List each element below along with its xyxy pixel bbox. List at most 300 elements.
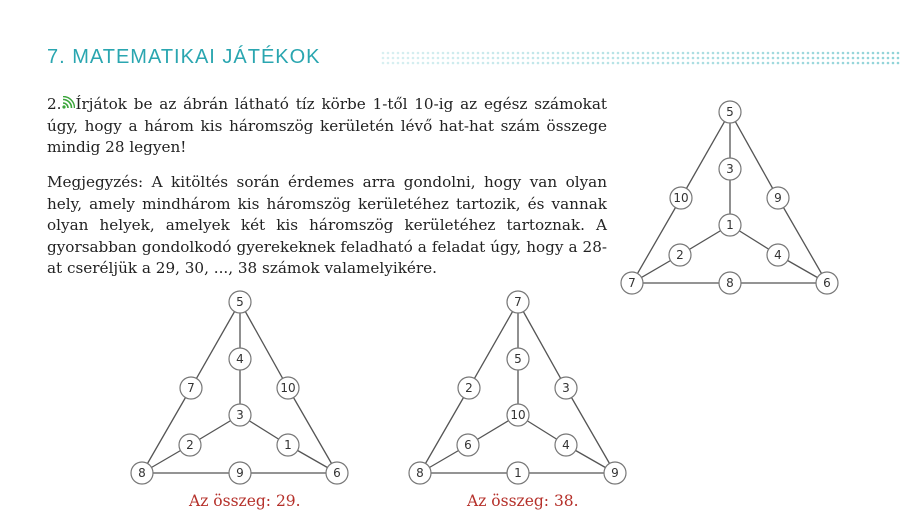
decoration-dot	[687, 52, 690, 55]
decoration-dot	[782, 52, 785, 55]
decoration-dot	[392, 57, 395, 60]
decoration-dot	[572, 52, 575, 55]
decoration-dot	[792, 62, 795, 65]
decoration-dot	[467, 52, 470, 55]
node-label: 6	[464, 438, 472, 452]
decoration-dot	[622, 57, 625, 60]
decoration-dot	[397, 62, 400, 65]
decoration-dot	[587, 52, 590, 55]
node-label: 4	[562, 438, 570, 452]
decoration-dot	[512, 57, 515, 60]
decoration-dot	[802, 57, 805, 60]
decoration-dot	[857, 52, 860, 55]
node-label: 4	[774, 248, 782, 262]
decoration-dot	[412, 62, 415, 65]
decoration-dot	[597, 62, 600, 65]
decoration-dot	[637, 52, 640, 55]
decoration-dot	[437, 57, 440, 60]
decoration-dot	[552, 57, 555, 60]
decoration-dot	[767, 57, 770, 60]
node-bottom-right	[816, 272, 838, 294]
decoration-dot	[762, 52, 765, 55]
decoration-dot	[517, 52, 520, 55]
triangle-edge	[240, 302, 288, 388]
decoration-dot	[382, 62, 385, 65]
decoration-dot	[417, 62, 420, 65]
decoration-dot	[537, 52, 540, 55]
decoration-dot	[542, 62, 545, 65]
node-label: 2	[676, 248, 684, 262]
decoration-dot	[697, 62, 700, 65]
decoration-dot	[557, 62, 560, 65]
decoration-dot	[422, 62, 425, 65]
node-label: 2	[186, 438, 194, 452]
node-right-low	[767, 244, 789, 266]
decoration-dot	[647, 62, 650, 65]
decoration-dot	[502, 57, 505, 60]
node-left-low	[457, 434, 479, 456]
decoration-dot	[467, 57, 470, 60]
decoration-dot	[597, 52, 600, 55]
node-label: 7	[628, 276, 636, 290]
decoration-dot	[712, 52, 715, 55]
node-label: 3	[726, 162, 734, 176]
decoration-dot	[597, 57, 600, 60]
decoration-dot	[687, 57, 690, 60]
decoration-dot	[777, 62, 780, 65]
decoration-dot	[702, 62, 705, 65]
decoration-dot	[842, 62, 845, 65]
decoration-dot	[707, 52, 710, 55]
task-number: 2.	[47, 95, 62, 113]
decoration-dot	[562, 62, 565, 65]
triangle-edge	[778, 198, 827, 283]
decoration-dot	[717, 57, 720, 60]
decoration-dot	[707, 62, 710, 65]
decoration-dot	[772, 62, 775, 65]
decoration-dot	[792, 57, 795, 60]
decoration-dot	[427, 62, 430, 65]
decoration-dot	[437, 62, 440, 65]
decoration-dot	[442, 57, 445, 60]
node-bottom-right	[604, 462, 626, 484]
decoration-dot	[472, 62, 475, 65]
decoration-dot	[447, 57, 450, 60]
decoration-dot	[557, 52, 560, 55]
decoration-dot	[797, 52, 800, 55]
node-label: 5	[514, 352, 522, 366]
decoration-dot	[862, 52, 865, 55]
decoration-dot	[537, 57, 540, 60]
decoration-dot	[847, 62, 850, 65]
decoration-dot	[642, 57, 645, 60]
decoration-dot	[772, 52, 775, 55]
decoration-dot	[647, 57, 650, 60]
decoration-dot	[642, 62, 645, 65]
decoration-dot	[662, 62, 665, 65]
decoration-dot	[702, 57, 705, 60]
decoration-dot	[682, 62, 685, 65]
decoration-dot	[862, 62, 865, 65]
decoration-dot	[862, 57, 865, 60]
decoration-dot	[547, 57, 550, 60]
decoration-dot	[492, 62, 495, 65]
decoration-dot	[487, 52, 490, 55]
decoration-dot	[472, 57, 475, 60]
decoration-dot	[537, 62, 540, 65]
decoration-dot	[407, 57, 410, 60]
node-label: 7	[514, 295, 522, 309]
node-label: 10	[673, 191, 689, 205]
decoration-dot	[512, 52, 515, 55]
decoration-dot	[667, 57, 670, 60]
decoration-dot	[447, 62, 450, 65]
decoration-dot	[657, 52, 660, 55]
decoration-dot	[382, 57, 385, 60]
caption-sum29: Az összeg: 29.	[189, 492, 301, 510]
node-left-low	[669, 244, 691, 266]
decoration-dot	[812, 52, 815, 55]
decoration-dot	[567, 57, 570, 60]
decoration-dot	[517, 57, 520, 60]
decoration-dot	[852, 57, 855, 60]
decoration-dot	[897, 52, 900, 55]
decoration-dot	[382, 52, 385, 55]
node-right-mid	[277, 377, 299, 399]
node-label: 8	[726, 276, 734, 290]
decoration-dot	[392, 62, 395, 65]
decoration-dot	[802, 52, 805, 55]
decoration-dot	[592, 52, 595, 55]
decoration-dot	[747, 62, 750, 65]
decoration-dot	[522, 57, 525, 60]
decoration-dot	[722, 52, 725, 55]
decoration-dot	[837, 57, 840, 60]
decoration-dot	[482, 57, 485, 60]
decoration-dot	[717, 52, 720, 55]
decoration-dot	[637, 57, 640, 60]
triangle-diagram-main	[615, 95, 845, 300]
decoration-dot	[402, 52, 405, 55]
decoration-dot	[772, 57, 775, 60]
decoration-dot	[687, 62, 690, 65]
decoration-dot	[627, 52, 630, 55]
decoration-dot	[697, 57, 700, 60]
decoration-dot	[707, 57, 710, 60]
decoration-dot	[562, 57, 565, 60]
decoration-dot	[502, 52, 505, 55]
decoration-dot	[427, 57, 430, 60]
task-text: Írjátok be az ábrán látható tíz körbe 1-től 10-ig az egész számokat úgy, hogy a három kis háromszög kerületén lévő hat-hat szám összege mindig 28 legyen!	[47, 95, 607, 156]
decoration-dot	[692, 62, 695, 65]
decoration-dot	[887, 62, 890, 65]
decoration-dot	[432, 57, 435, 60]
decoration-dot	[527, 57, 530, 60]
decoration-dot	[737, 57, 740, 60]
decoration-dot	[627, 62, 630, 65]
decoration-dot	[397, 52, 400, 55]
decoration-dot	[632, 62, 635, 65]
decoration-dot	[642, 52, 645, 55]
node-label: 1	[514, 466, 522, 480]
decoration-dot	[587, 62, 590, 65]
decoration-dot	[842, 57, 845, 60]
decoration-dot	[507, 62, 510, 65]
decoration-dot	[552, 52, 555, 55]
decoration-dot	[807, 57, 810, 60]
decoration-dot	[827, 62, 830, 65]
decoration-dot	[867, 52, 870, 55]
node-center	[507, 404, 529, 426]
decoration-dot	[817, 57, 820, 60]
decoration-dot	[677, 52, 680, 55]
decoration-dot	[487, 62, 490, 65]
node-left-mid	[458, 377, 480, 399]
decoration-dot	[447, 52, 450, 55]
node-bottom-left	[409, 462, 431, 484]
decoration-dot	[672, 62, 675, 65]
decoration-dot	[857, 62, 860, 65]
decoration-dot	[722, 62, 725, 65]
decoration-dot	[752, 62, 755, 65]
decoration-dot	[427, 52, 430, 55]
decoration-dot	[807, 52, 810, 55]
decoration-dot	[792, 52, 795, 55]
decoration-dot	[787, 57, 790, 60]
node-top	[719, 101, 741, 123]
decoration-dot	[732, 62, 735, 65]
decoration-dot	[897, 62, 900, 65]
decoration-dot	[692, 57, 695, 60]
triangle-edge	[288, 388, 337, 473]
decoration-dot	[532, 62, 535, 65]
decoration-dot	[667, 62, 670, 65]
decoration-dot	[877, 57, 880, 60]
triangle-edge	[730, 112, 778, 198]
decoration-dot	[757, 62, 760, 65]
decoration-dot	[837, 62, 840, 65]
decoration-dot	[892, 52, 895, 55]
decoration-dot	[407, 62, 410, 65]
decoration-dot	[477, 62, 480, 65]
decoration-dot	[817, 52, 820, 55]
decoration-dot	[532, 57, 535, 60]
decoration-dot	[467, 62, 470, 65]
decoration-dot	[617, 57, 620, 60]
node-bottom-mid	[507, 462, 529, 484]
decoration-dot	[832, 52, 835, 55]
decoration-dot	[402, 62, 405, 65]
node-label: 4	[236, 352, 244, 366]
decoration-dot	[462, 57, 465, 60]
decoration-dot	[712, 62, 715, 65]
decoration-dot	[602, 62, 605, 65]
decoration-dot	[432, 62, 435, 65]
decoration-dot	[417, 52, 420, 55]
decoration-dot	[752, 52, 755, 55]
node-label: 9	[236, 466, 244, 480]
node-label: 9	[774, 191, 782, 205]
decoration-dot	[787, 52, 790, 55]
decoration-dot	[882, 57, 885, 60]
triangle-edge	[518, 302, 566, 388]
decoration-dot	[472, 52, 475, 55]
node-label: 6	[333, 466, 341, 480]
decoration-dot	[632, 57, 635, 60]
triangle-edge	[632, 198, 681, 283]
decoration-dot	[752, 57, 755, 60]
decoration-dot	[747, 57, 750, 60]
decoration-dot	[452, 62, 455, 65]
decoration-dot	[587, 57, 590, 60]
triangle-edge	[469, 302, 518, 388]
decoration-dot	[782, 62, 785, 65]
node-center	[719, 214, 741, 236]
triangle-edge	[420, 388, 469, 473]
decoration-dot	[407, 52, 410, 55]
decoration-dot	[757, 57, 760, 60]
decoration-dot	[782, 57, 785, 60]
decoration-dot	[412, 57, 415, 60]
decoration-dot	[507, 52, 510, 55]
task-paragraph	[47, 94, 607, 159]
decoration-dot	[767, 62, 770, 65]
decoration-dot	[592, 62, 595, 65]
decoration-dot	[667, 52, 670, 55]
decoration-dot	[617, 62, 620, 65]
decoration-dot	[652, 52, 655, 55]
decoration-dot	[762, 62, 765, 65]
decoration-dot	[697, 52, 700, 55]
decoration-dot	[477, 57, 480, 60]
decoration-dot	[612, 57, 615, 60]
decoration-dot	[402, 57, 405, 60]
decoration-dot	[547, 52, 550, 55]
decoration-dot	[757, 52, 760, 55]
decoration-dot	[767, 52, 770, 55]
decoration-dot	[777, 57, 780, 60]
node-bottom-left	[131, 462, 153, 484]
decoration-dot	[662, 52, 665, 55]
decoration-dot	[672, 52, 675, 55]
decoration-dot	[527, 62, 530, 65]
decoration-dot	[882, 62, 885, 65]
node-top-mid	[229, 348, 251, 370]
decoration-dot	[582, 62, 585, 65]
decoration-dot	[527, 52, 530, 55]
decoration-dot	[737, 52, 740, 55]
decoration-dot	[827, 57, 830, 60]
decoration-dot	[677, 57, 680, 60]
decoration-dot	[442, 52, 445, 55]
decoration-dot	[517, 62, 520, 65]
decoration-dot	[877, 52, 880, 55]
node-left-low	[179, 434, 201, 456]
node-right-low	[277, 434, 299, 456]
node-right-mid	[555, 377, 577, 399]
decoration-dot	[602, 52, 605, 55]
decoration-dot	[612, 52, 615, 55]
decoration-dot	[612, 62, 615, 65]
node-label: 7	[187, 381, 195, 395]
decoration-dot	[522, 62, 525, 65]
decoration-dot	[452, 52, 455, 55]
node-top-mid	[507, 348, 529, 370]
triangle-edge	[191, 302, 240, 388]
decoration-dot	[497, 52, 500, 55]
node-label: 10	[510, 408, 526, 422]
decoration-dot	[797, 57, 800, 60]
decoration-dot	[872, 57, 875, 60]
node-bottom-mid	[229, 462, 251, 484]
signal-waves-icon	[62, 96, 75, 109]
decoration-dot	[727, 57, 730, 60]
decoration-dot	[872, 62, 875, 65]
decoration-dot	[867, 62, 870, 65]
decoration-dot	[422, 57, 425, 60]
decoration-dot	[627, 57, 630, 60]
decoration-dot	[572, 62, 575, 65]
decoration-dot	[762, 57, 765, 60]
node-label: 8	[416, 466, 424, 480]
decoration-dot	[422, 52, 425, 55]
decoration-dot	[577, 57, 580, 60]
decoration-dot	[622, 62, 625, 65]
node-label: 1	[284, 438, 292, 452]
node-label: 5	[236, 295, 244, 309]
decoration-dot	[607, 62, 610, 65]
decoration-dot	[637, 62, 640, 65]
decoration-dot	[572, 57, 575, 60]
decoration-dot	[832, 57, 835, 60]
caption-sum38: Az összeg: 38.	[467, 492, 579, 510]
decoration-dot	[417, 57, 420, 60]
decoration-dot	[452, 57, 455, 60]
decoration-dot	[577, 52, 580, 55]
decoration-dot	[502, 62, 505, 65]
dotted-decoration	[380, 50, 900, 68]
decoration-dot	[532, 52, 535, 55]
decoration-dot	[647, 52, 650, 55]
decoration-dot	[622, 52, 625, 55]
decoration-dot	[432, 52, 435, 55]
decoration-dot	[852, 62, 855, 65]
decoration-dot	[542, 52, 545, 55]
decoration-dot	[457, 57, 460, 60]
node-label: 10	[280, 381, 296, 395]
decoration-dot	[672, 57, 675, 60]
node-label: 2	[465, 381, 473, 395]
decoration-dot	[747, 52, 750, 55]
decoration-dot	[727, 62, 730, 65]
decoration-dot	[652, 62, 655, 65]
decoration-dot	[742, 62, 745, 65]
decoration-dot	[717, 62, 720, 65]
decoration-dot	[582, 52, 585, 55]
decoration-dot	[887, 52, 890, 55]
decoration-dot	[712, 57, 715, 60]
decoration-dot	[567, 52, 570, 55]
triangle-diagram-sum38	[403, 285, 633, 490]
section-heading: 7. MATEMATIKAI JÁTÉKOK	[47, 46, 321, 68]
decoration-dot	[662, 57, 665, 60]
decoration-dot	[487, 57, 490, 60]
decoration-dot	[507, 57, 510, 60]
decoration-dot	[482, 52, 485, 55]
decoration-dot	[602, 57, 605, 60]
decoration-dot	[817, 62, 820, 65]
decoration-dot	[387, 57, 390, 60]
